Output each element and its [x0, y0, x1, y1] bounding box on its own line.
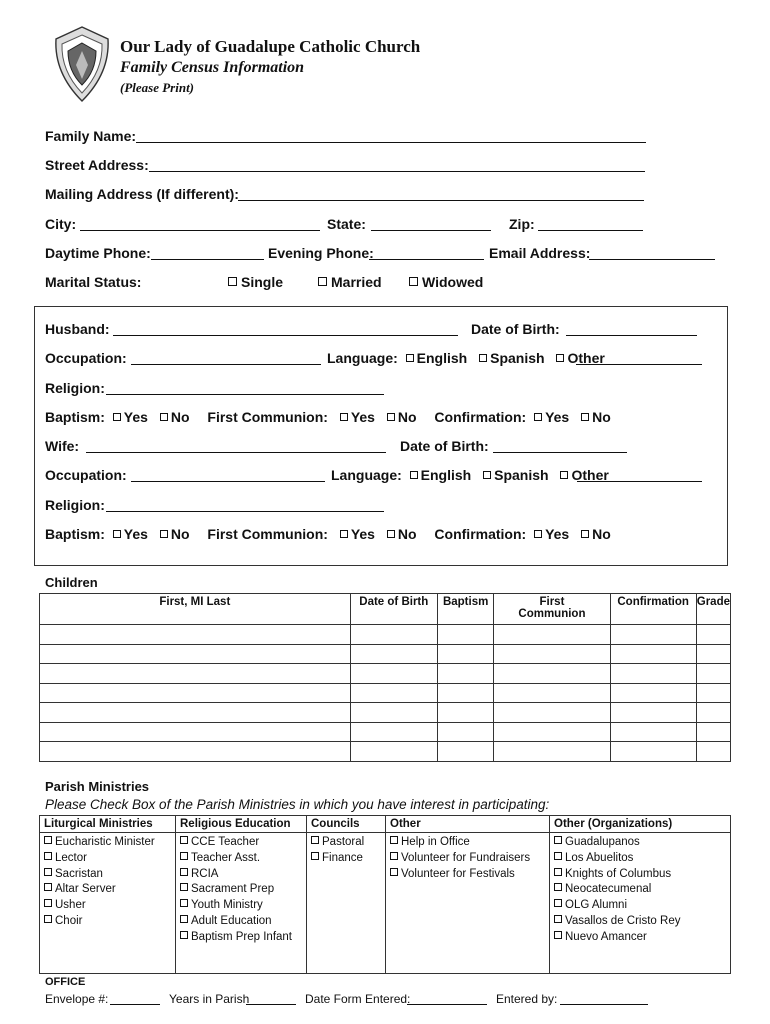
column-header: Confirmation	[610, 594, 696, 625]
church-title: Our Lady of Guadalupe Catholic Church	[120, 37, 421, 56]
baptism-yes-checkbox[interactable]	[113, 413, 121, 421]
date-entered-label: Date Form Entered:	[305, 992, 411, 1006]
column-header: Baptism	[437, 594, 493, 625]
table-row[interactable]	[40, 644, 731, 664]
checkbox-icon	[180, 915, 188, 923]
table-row[interactable]	[40, 722, 731, 742]
checkbox-icon	[390, 852, 398, 860]
ministry-option[interactable]: Youth Ministry	[180, 898, 302, 914]
checkbox-icon	[554, 931, 562, 939]
ministries-table	[39, 815, 731, 974]
checkbox-icon	[44, 852, 52, 860]
children-heading: Children	[45, 575, 98, 590]
spanish-checkbox[interactable]	[483, 471, 491, 479]
state-field[interactable]	[371, 230, 491, 231]
organizations-list	[550, 833, 731, 974]
ministry-option[interactable]: Pastoral	[311, 835, 381, 851]
checkbox-icon	[554, 852, 562, 860]
wife-other-language-field[interactable]	[577, 481, 702, 482]
checkbox-icon	[180, 883, 188, 891]
checkbox-icon	[554, 899, 562, 907]
state-label: State:	[327, 216, 366, 232]
checkbox-icon	[554, 836, 562, 844]
ministry-option[interactable]: Vasallos de Cristo Rey	[554, 914, 726, 930]
ministry-option[interactable]: Los Abuelitos	[554, 851, 726, 867]
wife-occupation-field[interactable]	[131, 481, 325, 482]
evening-phone-label: Evening Phone:	[268, 245, 374, 261]
table-row[interactable]	[40, 703, 731, 723]
ministry-option[interactable]: Teacher Asst.	[180, 851, 302, 867]
ministry-option[interactable]: Volunteer for Festivals	[390, 867, 545, 883]
husband-religion-field[interactable]	[106, 394, 384, 395]
husband-religion-label: Religion:	[45, 380, 105, 396]
wife-sacraments-row: Baptism: Yes No First Communion: Yes No Confirmation: Yes No	[45, 526, 611, 542]
ministry-option[interactable]: Adult Education	[180, 914, 302, 930]
checkbox-icon	[44, 915, 52, 923]
city-field[interactable]	[80, 230, 320, 231]
communion-no-checkbox[interactable]	[387, 530, 395, 538]
checkbox-icon	[390, 836, 398, 844]
confirmation-yes-checkbox[interactable]	[534, 530, 542, 538]
husband-other-language-field[interactable]	[576, 364, 702, 365]
husband-dob-label: Date of Birth:	[471, 321, 560, 337]
communion-no-checkbox[interactable]	[387, 413, 395, 421]
table-row[interactable]	[40, 625, 731, 645]
ministries-instruction: Please Check Box of the Parish Ministries in which you have interest in participating:	[45, 797, 550, 812]
entered-by-label: Entered by:	[496, 992, 558, 1006]
table-row[interactable]	[40, 683, 731, 703]
checkbox-icon	[554, 915, 562, 923]
table-row[interactable]	[40, 742, 731, 762]
checkbox-icon	[554, 868, 562, 876]
wife-occupation-label: Occupation:	[45, 467, 127, 483]
husband-language-label: Language: English Spanish Other	[327, 350, 605, 366]
checkbox-icon	[180, 868, 188, 876]
column-header: First, MI Last	[40, 594, 351, 625]
ministry-option[interactable]: Neocatecumenal	[554, 882, 726, 898]
city-label: City:	[45, 216, 77, 232]
date-entered-field[interactable]	[407, 1004, 487, 1005]
email-field[interactable]	[589, 259, 715, 260]
husband-occupation-field[interactable]	[131, 364, 321, 365]
marital-status-label: Marital Status:	[45, 274, 142, 290]
column-header: Religious Education	[176, 816, 307, 833]
daytime-phone-field[interactable]	[151, 259, 264, 260]
confirmation-no-checkbox[interactable]	[581, 530, 589, 538]
family-name-label: Family Name:	[45, 128, 137, 144]
checkbox-icon	[228, 277, 237, 286]
ministry-option[interactable]: Eucharistic Minister	[44, 835, 171, 851]
ministry-option[interactable]: RCIA	[180, 867, 302, 883]
children-table	[39, 593, 731, 762]
religious-education-list	[176, 833, 307, 974]
ministries-heading: Parish Ministries	[45, 779, 150, 794]
baptism-yes-checkbox[interactable]	[113, 530, 121, 538]
checkbox-icon	[390, 868, 398, 876]
wife-field[interactable]	[86, 452, 386, 453]
parish-seal	[52, 25, 112, 105]
husband-sacraments-row: Baptism: Yes No First Communion: Yes No Confirmation: Yes No	[45, 409, 611, 425]
ministry-option[interactable]: Lector	[44, 851, 171, 867]
print-note: (Please Print)	[120, 80, 195, 95]
wife-religion-label: Religion:	[45, 497, 105, 513]
envelope-label: Envelope #:	[45, 992, 109, 1006]
marital-widowed-option[interactable]: Widowed	[409, 274, 483, 290]
checkbox-icon	[180, 931, 188, 939]
column-header: Other (Organizations)	[550, 816, 731, 833]
entered-by-field[interactable]	[560, 1004, 648, 1005]
checkbox-icon	[44, 899, 52, 907]
ministry-option[interactable]: Baptism Prep Infant	[180, 930, 302, 946]
years-label: Years in Parish	[169, 992, 250, 1006]
office-heading: OFFICE	[45, 976, 86, 988]
street-address-field[interactable]	[149, 171, 645, 172]
ministry-option[interactable]: Sacrament Prep	[180, 882, 302, 898]
checkbox-icon	[180, 836, 188, 844]
ministry-option[interactable]: OLG Alumni	[554, 898, 726, 914]
email-label: Email Address:	[489, 245, 591, 261]
wife-label: Wife:	[45, 438, 80, 454]
street-address-label: Street Address:	[45, 157, 149, 173]
checkbox-icon	[44, 868, 52, 876]
checkbox-icon	[409, 277, 418, 286]
english-checkbox[interactable]	[410, 471, 418, 479]
ministry-option[interactable]: Nuevo Amancer	[554, 930, 726, 946]
mailing-address-field[interactable]	[238, 200, 644, 201]
spanish-checkbox[interactable]	[479, 354, 487, 362]
wife-religion-field[interactable]	[106, 511, 384, 512]
wife-dob-label: Date of Birth:	[400, 438, 489, 454]
english-checkbox[interactable]	[406, 354, 414, 362]
communion-yes-checkbox[interactable]	[340, 530, 348, 538]
mailing-address-label: Mailing Address (If different):	[45, 186, 239, 202]
other-list	[386, 833, 550, 974]
ministry-option[interactable]: Volunteer for Fundraisers	[390, 851, 545, 867]
husband-field[interactable]	[113, 335, 458, 336]
column-header: Other	[386, 816, 550, 833]
councils-list	[307, 833, 386, 974]
column-header: Councils	[307, 816, 386, 833]
ministry-option[interactable]: Sacristan	[44, 867, 171, 883]
confirmation-no-checkbox[interactable]	[581, 413, 589, 421]
ministry-option[interactable]: Knights of Columbus	[554, 867, 726, 883]
ministry-option[interactable]: Guadalupanos	[554, 835, 726, 851]
other-checkbox[interactable]	[560, 471, 568, 479]
zip-field[interactable]	[538, 230, 643, 231]
zip-label: Zip:	[509, 216, 535, 232]
envelope-field[interactable]	[110, 1004, 160, 1005]
husband-dob-field[interactable]	[566, 335, 697, 336]
checkbox-icon	[180, 852, 188, 860]
ministry-option[interactable]: CCE Teacher	[180, 835, 302, 851]
family-name-field[interactable]	[136, 142, 646, 143]
baptism-no-checkbox[interactable]	[160, 413, 168, 421]
column-header: Date of Birth	[350, 594, 437, 625]
ministry-option[interactable]: Altar Server	[44, 882, 171, 898]
ministry-option[interactable]: Usher	[44, 898, 171, 914]
ministry-option[interactable]: Choir	[44, 914, 171, 930]
daytime-phone-label: Daytime Phone:	[45, 245, 151, 261]
wife-dob-field[interactable]	[493, 452, 627, 453]
column-header: First Communion	[494, 594, 610, 625]
marital-married-option[interactable]: Married	[318, 274, 382, 290]
liturgical-ministries-list	[40, 833, 176, 974]
checkbox-icon	[318, 277, 327, 286]
checkbox-icon	[311, 836, 319, 844]
checkbox-icon	[44, 883, 52, 891]
table-row[interactable]	[40, 664, 731, 684]
checkbox-icon	[554, 883, 562, 891]
baptism-no-checkbox[interactable]	[160, 530, 168, 538]
ministry-option[interactable]: Help in Office	[390, 835, 545, 851]
husband-occupation-label: Occupation:	[45, 350, 127, 366]
other-checkbox[interactable]	[556, 354, 564, 362]
confirmation-yes-checkbox[interactable]	[534, 413, 542, 421]
column-header: Grade	[696, 594, 730, 625]
checkbox-icon	[44, 836, 52, 844]
years-field[interactable]	[246, 1004, 296, 1005]
communion-yes-checkbox[interactable]	[340, 413, 348, 421]
husband-label: Husband:	[45, 321, 110, 337]
checkbox-icon	[180, 899, 188, 907]
wife-language-label: Language: English Spanish Other	[331, 467, 609, 483]
checkbox-icon	[311, 852, 319, 860]
marital-single-option[interactable]: Single	[228, 274, 283, 290]
column-header: Liturgical Ministries	[40, 816, 176, 833]
evening-phone-field[interactable]	[369, 259, 484, 260]
ministry-option[interactable]: Finance	[311, 851, 381, 867]
form-subtitle: Family Census Information	[120, 59, 305, 76]
